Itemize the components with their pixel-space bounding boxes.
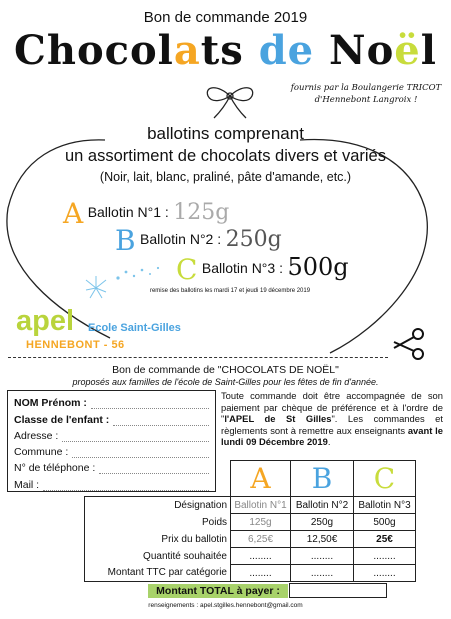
intro-line-1: ballotins comprenant — [147, 124, 304, 143]
quantity-cell[interactable]: ........ — [231, 548, 291, 565]
form-field-input[interactable] — [113, 416, 209, 426]
value-cell: 250g — [291, 514, 354, 531]
notice-text: ". Les commandes et règlements sont à remettre aux enseignants — [221, 413, 443, 436]
form-field-row — [14, 393, 209, 409]
total-amount-field[interactable] — [289, 583, 387, 598]
ballotin-letter: C — [176, 253, 198, 286]
form-field-input[interactable] — [72, 448, 209, 458]
form-subtitle: proposés aux familles de l'école de Saint-Gilles pour les fêtes de fin d'année. — [72, 377, 379, 387]
notice-order-to: l'APEL de St Gilles — [224, 413, 332, 424]
value-cell: Ballotin N°2 — [291, 497, 354, 514]
cut-line — [8, 357, 388, 358]
ballotin-label: Ballotin N°1 : — [87, 204, 169, 220]
letter-a-icon: A — [250, 462, 271, 495]
ballotin-weight: 125g — [173, 200, 230, 225]
title-part: ts — [200, 27, 259, 74]
value-cell: 500g — [354, 514, 416, 531]
notice-text: . — [327, 436, 331, 447]
quantity-cell[interactable]: ........ — [291, 565, 354, 582]
school-city: HENNEBONT - 56 — [26, 339, 125, 351]
notice-text: Toute commande doit être accompagnée de son paiement par chèque de préférence et à l'ordre de " — [221, 390, 443, 424]
form-field-input[interactable] — [91, 399, 209, 409]
value-cell: 6,25€ — [231, 531, 291, 548]
contact-info: renseignements : apel.stgilles.hennebont@gmail.com — [148, 602, 303, 609]
title-part: l — [420, 27, 437, 74]
table-row — [85, 497, 416, 514]
delivery-note: remise des ballotins les mardi 17 et jeudi 19 décembre 2019 — [149, 288, 311, 294]
row-label: Montant TTC par catégorie — [85, 565, 231, 582]
row-label: Désignation — [85, 497, 231, 514]
notice-deadline: avant le lundi 09 Décembre 2019 — [221, 424, 443, 447]
quantity-cell[interactable]: ........ — [354, 548, 416, 565]
value-cell: 12,50€ — [291, 531, 354, 548]
school-name: Ecole Saint-Gilles — [88, 322, 181, 334]
title-part: a — [173, 27, 201, 74]
ballotin-weight: 500g — [287, 253, 349, 281]
bow-icon — [200, 82, 260, 122]
title-part: Chocol — [14, 27, 174, 74]
table-row — [85, 531, 416, 548]
form-field-label: N° de téléphone : — [14, 462, 96, 475]
order-table — [84, 460, 416, 582]
form-field-label: Commune : — [14, 446, 69, 459]
ballotin-letter: A — [63, 197, 84, 230]
supplier-note: fournis par la Boulangerie TRICOT d'Hennebont Langroix ! — [290, 83, 442, 105]
form-field-row — [14, 426, 209, 442]
table-row — [85, 565, 416, 582]
total-label: Montant TOTAL à payer : — [148, 584, 288, 598]
title-part: ë — [394, 27, 421, 74]
quantity-cell[interactable]: ........ — [354, 565, 416, 582]
order-notice — [221, 390, 443, 448]
value-cell: Ballotin N°1 — [231, 497, 291, 514]
letter-b-icon: B — [311, 462, 333, 495]
form-field-label: Mail : — [14, 478, 40, 491]
ballotin-label: Ballotin N°3 : — [201, 260, 283, 276]
row-label: Poids — [85, 514, 231, 531]
form-field-label: Adresse : — [14, 429, 59, 442]
value-cell: 125g — [231, 514, 291, 531]
form-field-row — [14, 409, 209, 425]
intro-line-2: un assortiment de chocolats divers et variés — [65, 147, 386, 165]
form-field-input[interactable] — [62, 432, 209, 442]
scissors-icon — [390, 326, 430, 362]
value-cell: Ballotin N°3 — [354, 497, 416, 514]
apel-logo — [16, 306, 74, 336]
pre-title: Bon de commande 2019 — [143, 9, 308, 26]
row-label: Quantité souhaitée — [85, 548, 231, 565]
table-row — [85, 514, 416, 531]
page-title — [0, 27, 451, 75]
table-row — [85, 548, 416, 565]
dandelion-icon — [82, 262, 202, 312]
form-field-label: Classe de l'enfant : — [14, 413, 110, 426]
ballotin-letter: B — [115, 224, 136, 257]
row-label: Prix du ballotin — [85, 531, 231, 548]
form-field-row — [14, 442, 209, 458]
quantity-cell[interactable]: ........ — [291, 548, 354, 565]
quantity-cell[interactable]: ........ — [231, 565, 291, 582]
intro-line-3: (Noir, lait, blanc, praliné, pâte d'amande, etc.) — [99, 170, 352, 184]
ballotin-label: Ballotin N°2 : — [140, 231, 222, 247]
form-title: Bon de commande de "CHOCOLATS DE NOËL" — [112, 364, 339, 376]
form-field-label: NOM Prénom : — [14, 397, 87, 410]
ballotin-weight: 250g — [225, 227, 282, 252]
letter-c-icon: C — [373, 462, 396, 495]
title-part: No — [314, 27, 395, 74]
value-cell: 25€ — [354, 531, 416, 548]
title-part: de — [258, 27, 315, 74]
apel-logo-name: apel — [16, 305, 75, 337]
